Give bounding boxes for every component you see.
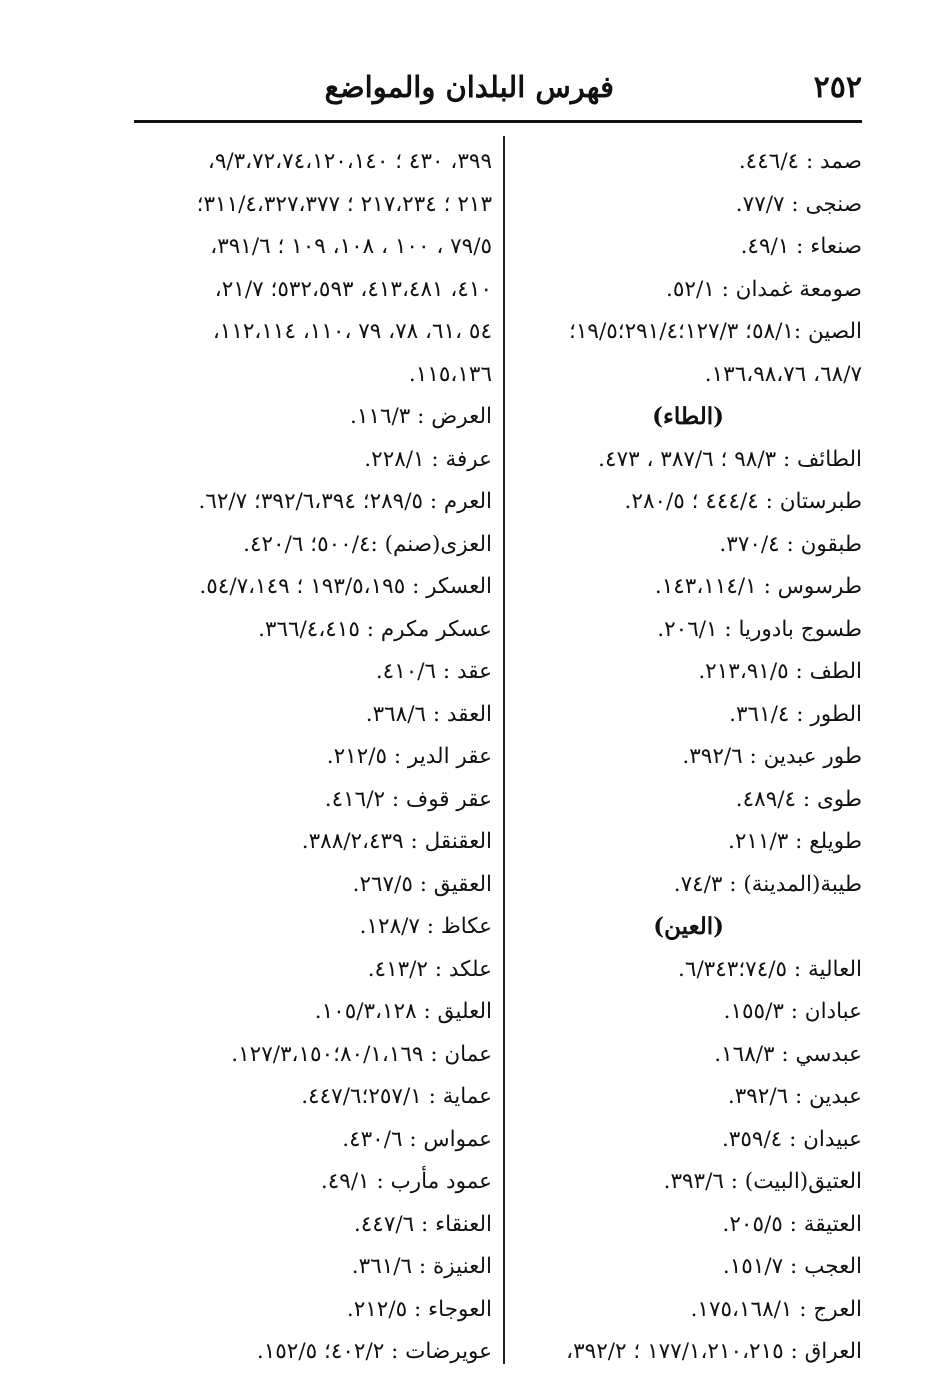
page-title: فهرس البلدان والمواضع [324, 70, 614, 104]
index-entry: عبدين : ٣٩٢/٦. [727, 1084, 862, 1109]
index-entry: طرسوس : ١٤٣،١١٤/١. [654, 574, 862, 599]
index-entry: عبيدان : ٣٥٩/٤. [721, 1126, 862, 1152]
index-entry: العزى(صنم) :٥٠٠/٤؛ ٤٢٠/٦. [243, 531, 492, 557]
index-entry: عمود مأرب : ٤٩/١. [320, 1169, 492, 1194]
index-entry: العالية : ٧٤/٥؛٦/٣٤٣. [678, 956, 862, 982]
index-entry: العنيزة : ٣٦١/٦. [351, 1254, 492, 1279]
index-entry: العسكر : ١٩٣/٥،١٩٥ ؛ ٥٤/٧،١٤٩. [199, 574, 492, 599]
section-heading [510, 906, 862, 949]
index-entry: العرج : ١٧٥،١٦٨/١. [690, 1296, 862, 1322]
index-entry: الطور : ٣٦١/٤. [729, 701, 862, 727]
index-entry: صنجى : ٧٧/٧. [735, 191, 862, 217]
right-column [510, 141, 862, 1374]
index-entry: العتيقة : ٢٠٥/٥. [722, 1211, 862, 1237]
index-entry: الصين :٥٨/١؛ ١٢٧/٣؛٢٩١/٤؛١٩/٥؛ [569, 319, 862, 344]
index-entry: طويلع : ٢١١/٣. [728, 829, 862, 854]
index-entry: عقر قوف : ٤١٦/٢. [324, 786, 492, 812]
index-entry: عبدسي : ١٦٨/٣. [714, 1041, 862, 1067]
index-entry: الطف : ٢١٣،٩١/٥. [698, 659, 862, 684]
index-entry: عكاظ : ١٢٨/٧. [359, 914, 492, 939]
section-heading [510, 396, 862, 439]
index-entry: عبادان : ١٥٥/٣. [723, 999, 862, 1024]
section-heading-text: (الطاء) [652, 403, 724, 430]
header-rule [134, 120, 862, 123]
index-entry: صنعاء : ٤٩/١. [740, 234, 862, 259]
index-entry: ٦٨/٧، ١٣٦،٩٨،٧٦. [704, 361, 862, 387]
index-entry: العوجاء : ٢١٢/٥. [346, 1296, 492, 1322]
page-number: ٢٥٢ [813, 70, 862, 105]
index-entry: ١١٥،١٣٦. [408, 361, 492, 387]
index-entry: عمان : ٨٠/١،١٦٩؛١٢٧/٣،١٥٠. [231, 1041, 492, 1067]
section-heading-text: (العين) [653, 913, 724, 940]
index-entry: العقد : ٣٦٨/٦. [365, 701, 492, 727]
index-entry: العنقاء : ٤٤٧/٦. [353, 1211, 492, 1237]
index-entry: العقنقل : ٣٨٨/٢،٤٣٩. [301, 829, 492, 854]
index-entry: عرفة : ٢٢٨/١. [364, 446, 492, 472]
index-entry: عسكر مكرم : ٣٦٦/٤،٤١٥. [258, 616, 492, 642]
index-entry: عويرضات : ٤٠٢/٢؛ ١٥٢/٥. [256, 1339, 492, 1364]
index-entry: ٢١٣ ؛ ٢١٧،٢٣٤ ؛ ٣١١/٤،٣٢٧،٣٧٧؛ [196, 191, 492, 217]
index-entry: طسوج بادوريا : ٢٠٦/١. [657, 616, 862, 642]
index-entry: طور عبدين : ٣٩٢/٦. [682, 744, 862, 769]
index-entry: ٥٤ ،٦١، ٧٨، ٧٩ ،١١٠، ١١٢،١١٤، [212, 319, 492, 344]
index-entry: عمواس : ٤٣٠/٦. [342, 1126, 492, 1152]
index-entry: طيبة(المدينة) : ٧٤/٣. [673, 871, 862, 897]
index-entry: ٧٩/٥ ، ١٠٠ ، ١٠٨، ١٠٩ ؛ ٣٩١/٦، [210, 234, 492, 259]
index-entry: العتيق(البيت) : ٣٩٣/٦. [663, 1169, 862, 1194]
index-entry: طبرستان : ٤٤٤/٤ ؛ ٢٨٠/٥. [624, 489, 862, 514]
index-entry: طوى : ٤٨٩/٤. [735, 786, 862, 812]
index-entry: العجب : ١٥١/٧. [722, 1254, 862, 1279]
index-entry: العراق : ١٧٧/١،٢١٠،٢١٥ ؛ ٣٩٢/٢، [566, 1339, 862, 1364]
running-header [136, 64, 862, 112]
index-entry: عقد : ٤١٠/٦. [375, 659, 492, 684]
index-entry: طبقون : ٣٧٠/٤. [719, 531, 862, 557]
index-entry: علكد : ٤١٣/٢. [367, 956, 492, 982]
index-entry: ٣٩٩، ٤٣٠ ؛ ٩/٣،٧٢،٧٤،١٢٠،١٤٠، [207, 149, 492, 174]
index-entry: صومعة غمدان : ٥٢/١. [666, 276, 862, 302]
index-entry: صمد : ٤٤٦/٤. [738, 149, 862, 174]
index-entry: العقيق : ٢٦٧/٥. [352, 871, 492, 897]
index-entry: العرض : ١١٦/٣. [350, 404, 492, 429]
index-entry: الطائف : ٩٨/٣ ؛ ٣٨٧/٦ ، ٤٧٣. [598, 446, 862, 472]
index-entry: العرم : ٢٨٩/٥؛ ٣٩٢/٦،٣٩٤؛ ٦٢/٧. [198, 489, 492, 514]
index-entry: العليق : ١٠٥/٣،١٢٨. [314, 999, 492, 1024]
index-entry: عماية : ٢٥٧/١؛٤٤٧/٦. [301, 1084, 492, 1109]
index-entry: عقر الدير : ٢١٢/٥. [326, 744, 492, 769]
left-column [136, 141, 492, 1374]
index-entry: ٤١٠، ٤١٣،٤٨١، ٥٣٢،٥٩٣؛ ٢١/٧، [214, 276, 492, 302]
column-divider [503, 136, 505, 1364]
